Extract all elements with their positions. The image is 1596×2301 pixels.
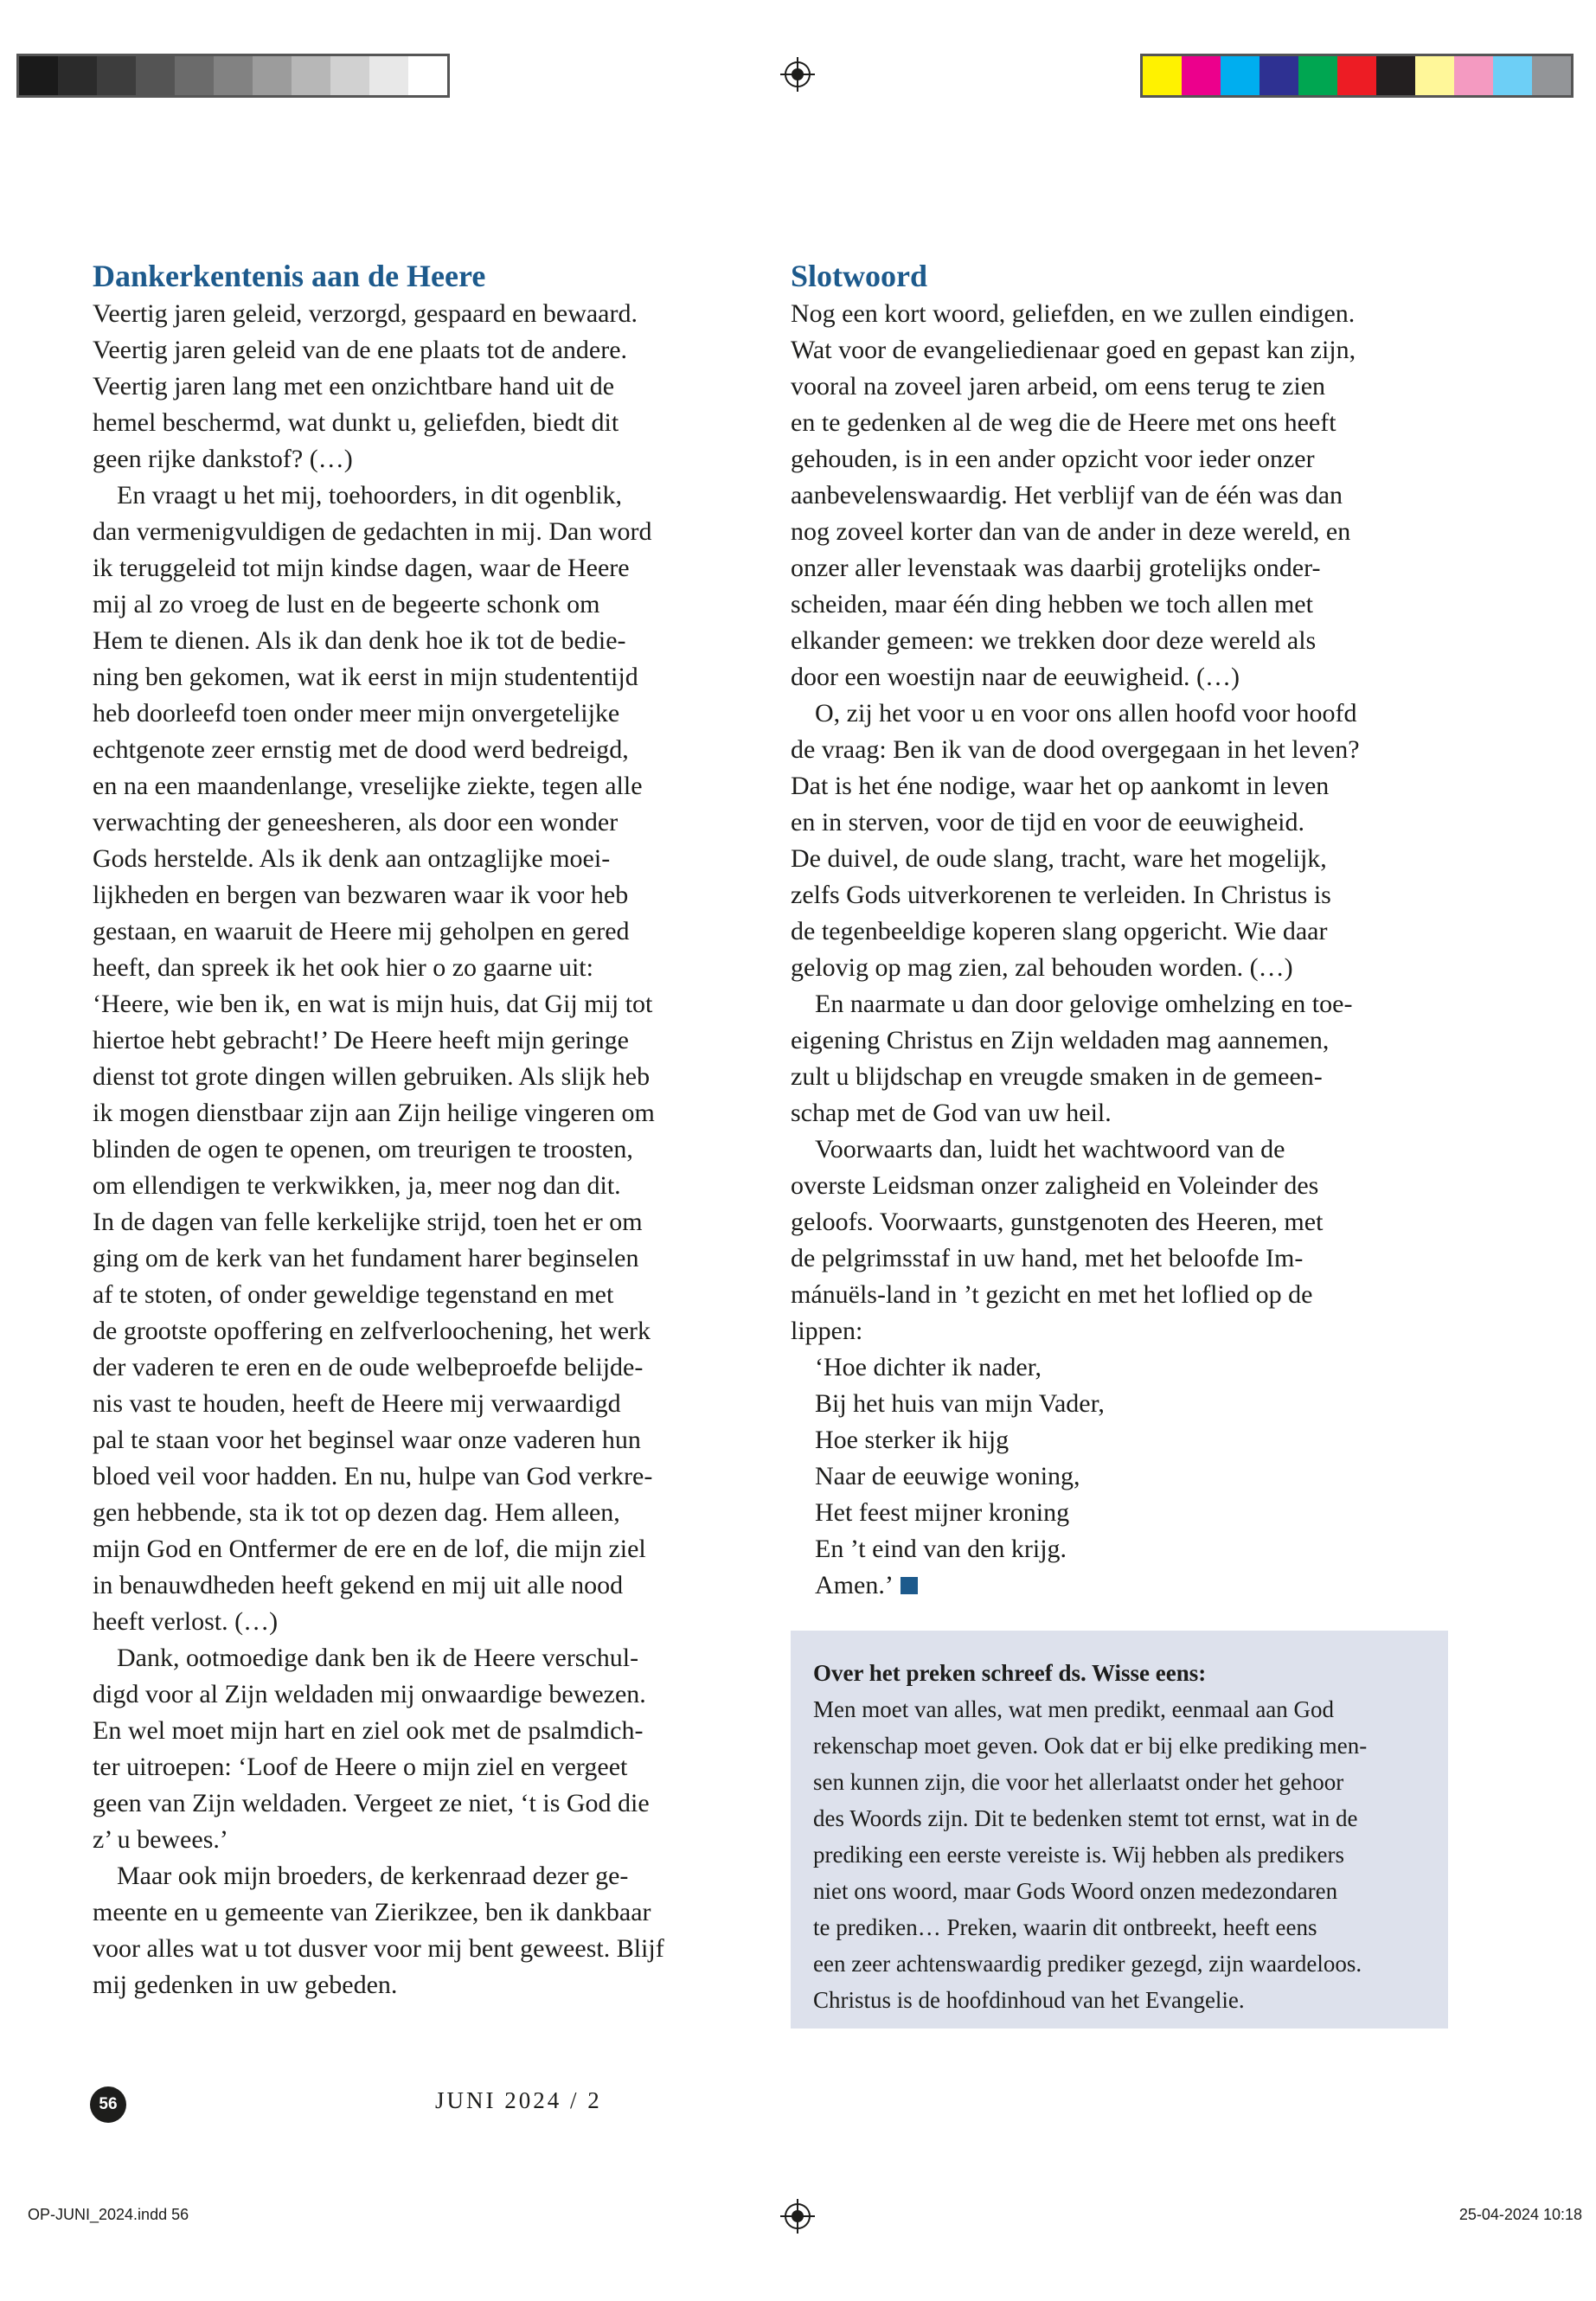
poem-line: Het feest mijner kroning <box>815 1498 1070 1527</box>
color-swatch <box>292 56 330 95</box>
paragraph: Dank, ootmoedige dank ben ik de Heere verschul- digd voor al Zijn weldaden mij onwaardige bewezen. En wel moet mijn hart en ziel ook met de psalmdich- ter uitroepen: ‘Loof de Heere o mijn ziel en vergeet geen van Zijn weldaden. Vergeet ze niet, ‘t is God die z’ u bewees.’ <box>93 1644 650 1854</box>
registration-mark-icon <box>780 2199 815 2234</box>
color-swatch <box>58 56 97 95</box>
color-swatch <box>1182 56 1221 95</box>
quote-box <box>791 1631 1448 2029</box>
color-swatch <box>175 56 214 95</box>
left-column <box>93 258 750 2003</box>
color-swatch <box>1221 56 1259 95</box>
poem-line: Hoe sterker ik hijg <box>815 1426 1010 1454</box>
poem-line: Bij het huis van mijn Vader, <box>815 1389 1105 1418</box>
end-of-article-icon <box>901 1577 918 1594</box>
quote-box-title: Over het preken schreef ds. Wisse eens: <box>813 1660 1207 1686</box>
issue-label: JUNI 2024 / 2 <box>435 2087 602 2113</box>
paragraph: O, zij het voor u en voor ons allen hoofd voor hoofd de vraag: Ben ik van de dood overgegaan in het leven? Dat is het éne nodige, waar het op aankomt in leven en in sterven, voor de tijd en voor de eeuwigheid. De duivel, de oude slang, tracht, ware het mogelijk, zelfs Gods uitverkorenen te verleiden. In Christus is de tegenbeeldige koperen slang opgericht. Wie daar gelovig op mag zien, zal behouden worden. (…) <box>791 699 1360 982</box>
color-swatch <box>1259 56 1298 95</box>
color-swatch <box>369 56 408 95</box>
poem-line: En ’t eind van den krijg. <box>815 1535 1067 1563</box>
poem-line: Amen.’ <box>815 1571 894 1599</box>
color-swatch <box>136 56 175 95</box>
poem-last-line <box>815 1567 1448 1604</box>
color-swatch <box>214 56 253 95</box>
paragraph: Voorwaarts dan, luidt het wachtwoord van de overste Leidsman onzer zaligheid en Voleinder des geloofs. Voorwaarts, gunstgenoten des Heeren, met de pelgrimsstaf in uw hand, met het beloofde Im- mánuëls-land in ’t gezicht en met het loflied op de lippen: <box>791 1135 1324 1345</box>
color-swatch <box>1376 56 1415 95</box>
slug-filename: OP-JUNI_2024.indd 56 <box>28 2206 189 2223</box>
paragraph: En naarmate u dan door gelovige omhelzing en toe- eigening Christus en Zijn weldaden mag aannemen, zult u blijdschap en vreugde smaken in de gemeen- schap met de God van uw heil. <box>791 990 1353 1127</box>
color-swatch <box>330 56 369 95</box>
color-calibration-bar <box>1140 54 1574 98</box>
paragraph: Veertig jaren geleid, verzorgd, gespaard en bewaard. Veertig jaren geleid van de ene plaats tot de andere. Veertig jaren lang met een onzichtbare hand uit de hemel beschermd, wat dunkt u, geliefden, biedt dit geen rijke dankstof? (…) <box>93 299 638 473</box>
color-swatch <box>408 56 447 95</box>
color-swatch <box>1532 56 1571 95</box>
color-swatch <box>1298 56 1337 95</box>
color-swatch <box>1493 56 1532 95</box>
color-swatch <box>1415 56 1454 95</box>
color-swatch <box>1454 56 1493 95</box>
quote-box-text: Men moet van alles, wat men predikt, eenmaal aan God rekenschap moet geven. Ook dat er bij elke prediking men- sen kunnen zijn, die voor het allerlaatst onder het gehoor des Woords zijn. Dit te bedenken stemt tot ernst, wat in de prediking een eerste vereiste is. Wij hebben als predikers niet ons woord, maar Gods Woord onzen medezondaren te prediken… Preken, waarin dit ontbreekt, heeft eens een zeer achtenswaardig prediker gezegd, zijn waardeloos. Christus is de hoofdinhoud van het Evangelie. <box>813 1696 1368 2013</box>
poem-quote <box>815 1349 1448 1604</box>
section-heading-dankerkentenis: Dankerkentenis aan de Heere <box>93 259 486 293</box>
paragraph: Nog een kort woord, geliefden, en we zullen eindigen. Wat voor de evangeliedienaar goed en gepast kan zijn, vooral na zoveel jaren arbeid, om eens terug te zien en te gedenken al de weg die de Heere met ons heeft gehouden, is in een ander opzicht voor ieder onzer aanbevelenswaardig. Het verblijf van de één was dan nog zoveel korter dan van de ander in deze wereld, en onzer aller levenstaak was daarbij grotelijks onder- scheiden, maar één ding hebben we toch allen met elkander gemeen: we trekken door deze wereld als door een woestijn naar de eeuwigheid. (…) <box>791 299 1356 691</box>
poem-line: ‘Hoe dichter ik nader, <box>815 1353 1042 1381</box>
color-swatch <box>1143 56 1182 95</box>
paragraph: Maar ook mijn broeders, de kerkenraad dezer ge- meente en u gemeente van Zierikzee, ben ik dankbaar voor alles wat u tot dusver voor mij bent geweest. Blijf mij gedenken in uw gebeden. <box>93 1862 664 1999</box>
grayscale-calibration-bar <box>16 54 450 98</box>
poem-line: Naar de eeuwige woning, <box>815 1462 1080 1490</box>
registration-mark-icon <box>780 57 815 92</box>
paragraph: En vraagt u het mij, toehoorders, in dit ogenblik, dan vermenigvuldigen de gedachten in mij. Dan word ik teruggeleid tot mijn kindse dagen, waar de Heere mij al zo vroeg de lust en de begeerte schonk om Hem te dienen. Als ik dan denk hoe ik tot de bedie- ning ben gekomen, wat ik eerst in mijn studententijd heb doorleefd toen onder meer mijn onvergetelijke echtgenote zeer ernstig met de dood werd bedreigd, en na een maandenlange, vreselijke ziekte, tegen alle verwachting der geneesheren, als door een wonder Gods herstelde. Als ik denk aan ontzaglijke moei- lijkheden en bergen van bezwaren waar ik voor heb gestaan, en waaruit de Heere mij geholpen en gered heeft, dan spreek ik het ook hier o zo gaarne uit: ‘Heere, wie ben ik, en wat is mijn huis, dat Gij mij tot hiertoe hebt gebracht!’ De Heere heeft mijn geringe dienst tot grote dingen willen gebruiken. Als slijk heb ik mogen dienstbaar zijn aan Zijn heilige vingeren om blinden de ogen te openen, om treurigen te troosten, om ellendigen te verkwikken, ja, meer nog dan dit. In de dagen van felle kerkelijke strijd, toen het er om ging om de kerk van het fundament harer beginselen af te stoten, of onder geweldige tegenstand en met de grootste opoffering en zelfverloochening, het werk der vaderen te eren en de oude welbeproefde belijde- nis vast te houden, heeft de Heere mij verwaardigd pal te staan voor het beginsel waar onze vaderen hun bloed veil voor hadden. En nu, hulpe van God verkre- gen hebbende, sta ik tot op dezen dag. Hem alleen, mijn God en Ontfermer de ere en de lof, die mijn ziel in benauwdheden heeft gekend en mij uit alle nood heeft verlost. (…) <box>93 481 655 1636</box>
page-number: 56 <box>90 2086 126 2123</box>
slug-timestamp: 25-04-2024 10:18 <box>1458 2206 1582 2223</box>
color-swatch <box>97 56 136 95</box>
color-swatch <box>19 56 58 95</box>
right-column <box>791 258 1448 1604</box>
color-swatch <box>1337 56 1376 95</box>
section-heading-slotwoord: Slotwoord <box>791 259 928 293</box>
color-swatch <box>253 56 292 95</box>
